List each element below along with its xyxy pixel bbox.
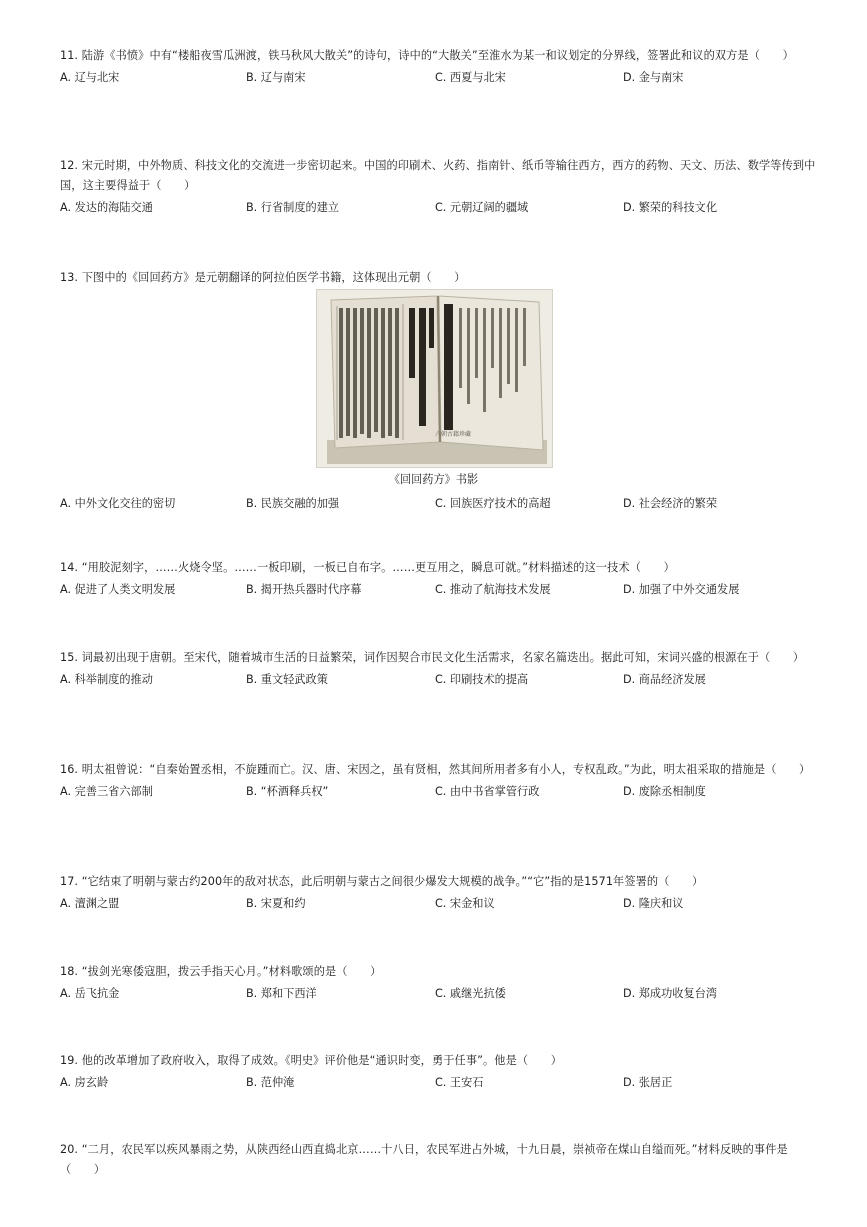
question-17	[60, 872, 820, 914]
options-row	[60, 198, 820, 218]
option-c[interactable]: C. 宋金和议	[435, 897, 495, 910]
options-row	[60, 494, 820, 514]
option-b[interactable]: B. 民族交融的加强	[246, 497, 340, 510]
option-c[interactable]: C. 元朝辽阔的疆域	[435, 201, 529, 214]
option-a[interactable]: A. 完善三省六部制	[60, 785, 153, 798]
question-13	[60, 268, 820, 288]
question-stem: 20. “二月，农民军以疾风暴雨之势，从陕西经山西直捣北京……十八日，农民军进占外城，十九日晨，崇祯帝在煤山自缢而死。”材料反映的事件是（ ）	[60, 1143, 788, 1176]
option-b[interactable]: B. 揭开热兵器时代序幕	[246, 583, 362, 596]
question-19	[60, 1051, 820, 1093]
option-d[interactable]: D. 商品经济发展	[623, 673, 706, 686]
question-stem: 11. 陆游《书愤》中有“楼船夜雪瓜洲渡，铁马秋风大散关”的诗句，诗中的“大散关”至淮水为某一和议划定的分界线，签署此和议的双方是（ ）	[60, 49, 794, 62]
options-row	[60, 1073, 820, 1093]
options-row	[60, 894, 820, 914]
option-b[interactable]: B. 郑和下西洋	[246, 987, 317, 1000]
option-b[interactable]: B. 范仲淹	[246, 1076, 295, 1089]
question-14	[60, 558, 820, 600]
option-c[interactable]: C. 推动了航海技术发展	[435, 583, 551, 596]
question-stem: 13. 下图中的《回回药方》是元朝翻译的阿拉伯医学书籍，这体现出元朝（ ）	[60, 271, 466, 284]
option-d[interactable]: D. 金与南宋	[623, 71, 684, 84]
options-row	[60, 782, 820, 802]
option-a[interactable]: A. 房玄龄	[60, 1076, 109, 1089]
option-b[interactable]: B. 重文轻武政策	[246, 673, 328, 686]
option-b[interactable]: B. 行省制度的建立	[246, 201, 340, 214]
book-image	[316, 289, 553, 468]
question-18	[60, 962, 820, 1004]
option-d[interactable]: D. 繁荣的科技文化	[623, 201, 718, 214]
question-stem: 14. “用胶泥刻字，……火烧令坚。……一板印刷，一板已自布字。……更互用之，瞬息可就。”材料描述的这一技术（ ）	[60, 561, 675, 574]
book-illustration	[317, 290, 552, 467]
question-stem: 18. “拔剑光寒倭寇胆，拨云手指天心月。”材料歌颂的是（ ）	[60, 965, 382, 978]
options-row	[60, 670, 820, 690]
option-b[interactable]: B. 宋夏和约	[246, 897, 306, 910]
option-b[interactable]: B. “杯酒释兵权”	[246, 785, 329, 798]
option-a[interactable]: A. 促进了人类文明发展	[60, 583, 176, 596]
option-c[interactable]: C. 王安石	[435, 1076, 484, 1089]
question-13-options	[60, 492, 820, 514]
question-stem: 17. “它结束了明朝与蒙古约200年的敌对状态，此后明朝与蒙古之间很少爆发大规模的战争。”“它”指的是1571年签署的（ ）	[60, 875, 704, 888]
option-a[interactable]: A. 辽与北宋	[60, 71, 120, 84]
option-c[interactable]: C. 回族医疗技术的高超	[435, 497, 551, 510]
option-c[interactable]: C. 戚继光抗倭	[435, 987, 506, 1000]
option-a[interactable]: A. 岳飞抗金	[60, 987, 120, 1000]
figure-caption: 《回回药方》书影	[388, 473, 479, 486]
options-row	[60, 68, 820, 88]
question-15	[60, 648, 820, 690]
question-16	[60, 760, 820, 802]
option-d[interactable]: D. 隆庆和议	[623, 897, 684, 910]
option-b[interactable]: B. 辽与南宋	[246, 71, 306, 84]
option-d[interactable]: D. 加强了中外交通发展	[623, 583, 740, 596]
option-d[interactable]: D. 废除丞相制度	[623, 785, 706, 798]
question-11	[60, 46, 820, 88]
option-a[interactable]: A. 发达的海陆交通	[60, 201, 153, 214]
option-d[interactable]: D. 张居正	[623, 1076, 673, 1089]
option-d[interactable]: D. 社会经济的繁荣	[623, 497, 718, 510]
option-a[interactable]: A. 澶渊之盟	[60, 897, 120, 910]
options-row	[60, 580, 820, 600]
option-a[interactable]: A. 科举制度的推动	[60, 673, 153, 686]
option-d[interactable]: D. 郑成功收复台湾	[623, 987, 718, 1000]
question-stem: 19. 他的改革增加了政府收入，取得了成效。《明史》评价他是“通识时变，勇于任事”。他是（ ）	[60, 1054, 563, 1067]
option-c[interactable]: C. 印刷技术的提高	[435, 673, 529, 686]
option-c[interactable]: C. 西夏与北宋	[435, 71, 506, 84]
question-stem: 16. 明太祖曾说：“自秦始置丞相，不旋踵而亡。汉、唐、宋因之，虽有贤相，然其间所用者多有小人，专权乱政。”为此，明太祖采取的措施是（ ）	[60, 763, 811, 776]
question-stem: 15. 词最初出现于唐朝。至宋代，随着城市生活的日益繁荣，词作因契合市民文化生活需求，名家名篇迭出。据此可知，宋词兴盛的根源在于（ ）	[60, 651, 805, 664]
options-row	[60, 984, 820, 1004]
question-12	[60, 156, 820, 218]
stamp-text: 六朝古籍珍藏	[435, 431, 472, 438]
option-a[interactable]: A. 中外文化交往的密切	[60, 497, 176, 510]
option-c[interactable]: C. 由中书省掌管行政	[435, 785, 540, 798]
question-20	[60, 1140, 820, 1180]
question-stem: 12. 宋元时期，中外物质、科技文化的交流进一步密切起来。中国的印刷术、火药、指南针、纸币等输往西方，西方的药物、天文、历法、数学等传到中国，这主要得益于（ ）	[60, 159, 816, 192]
